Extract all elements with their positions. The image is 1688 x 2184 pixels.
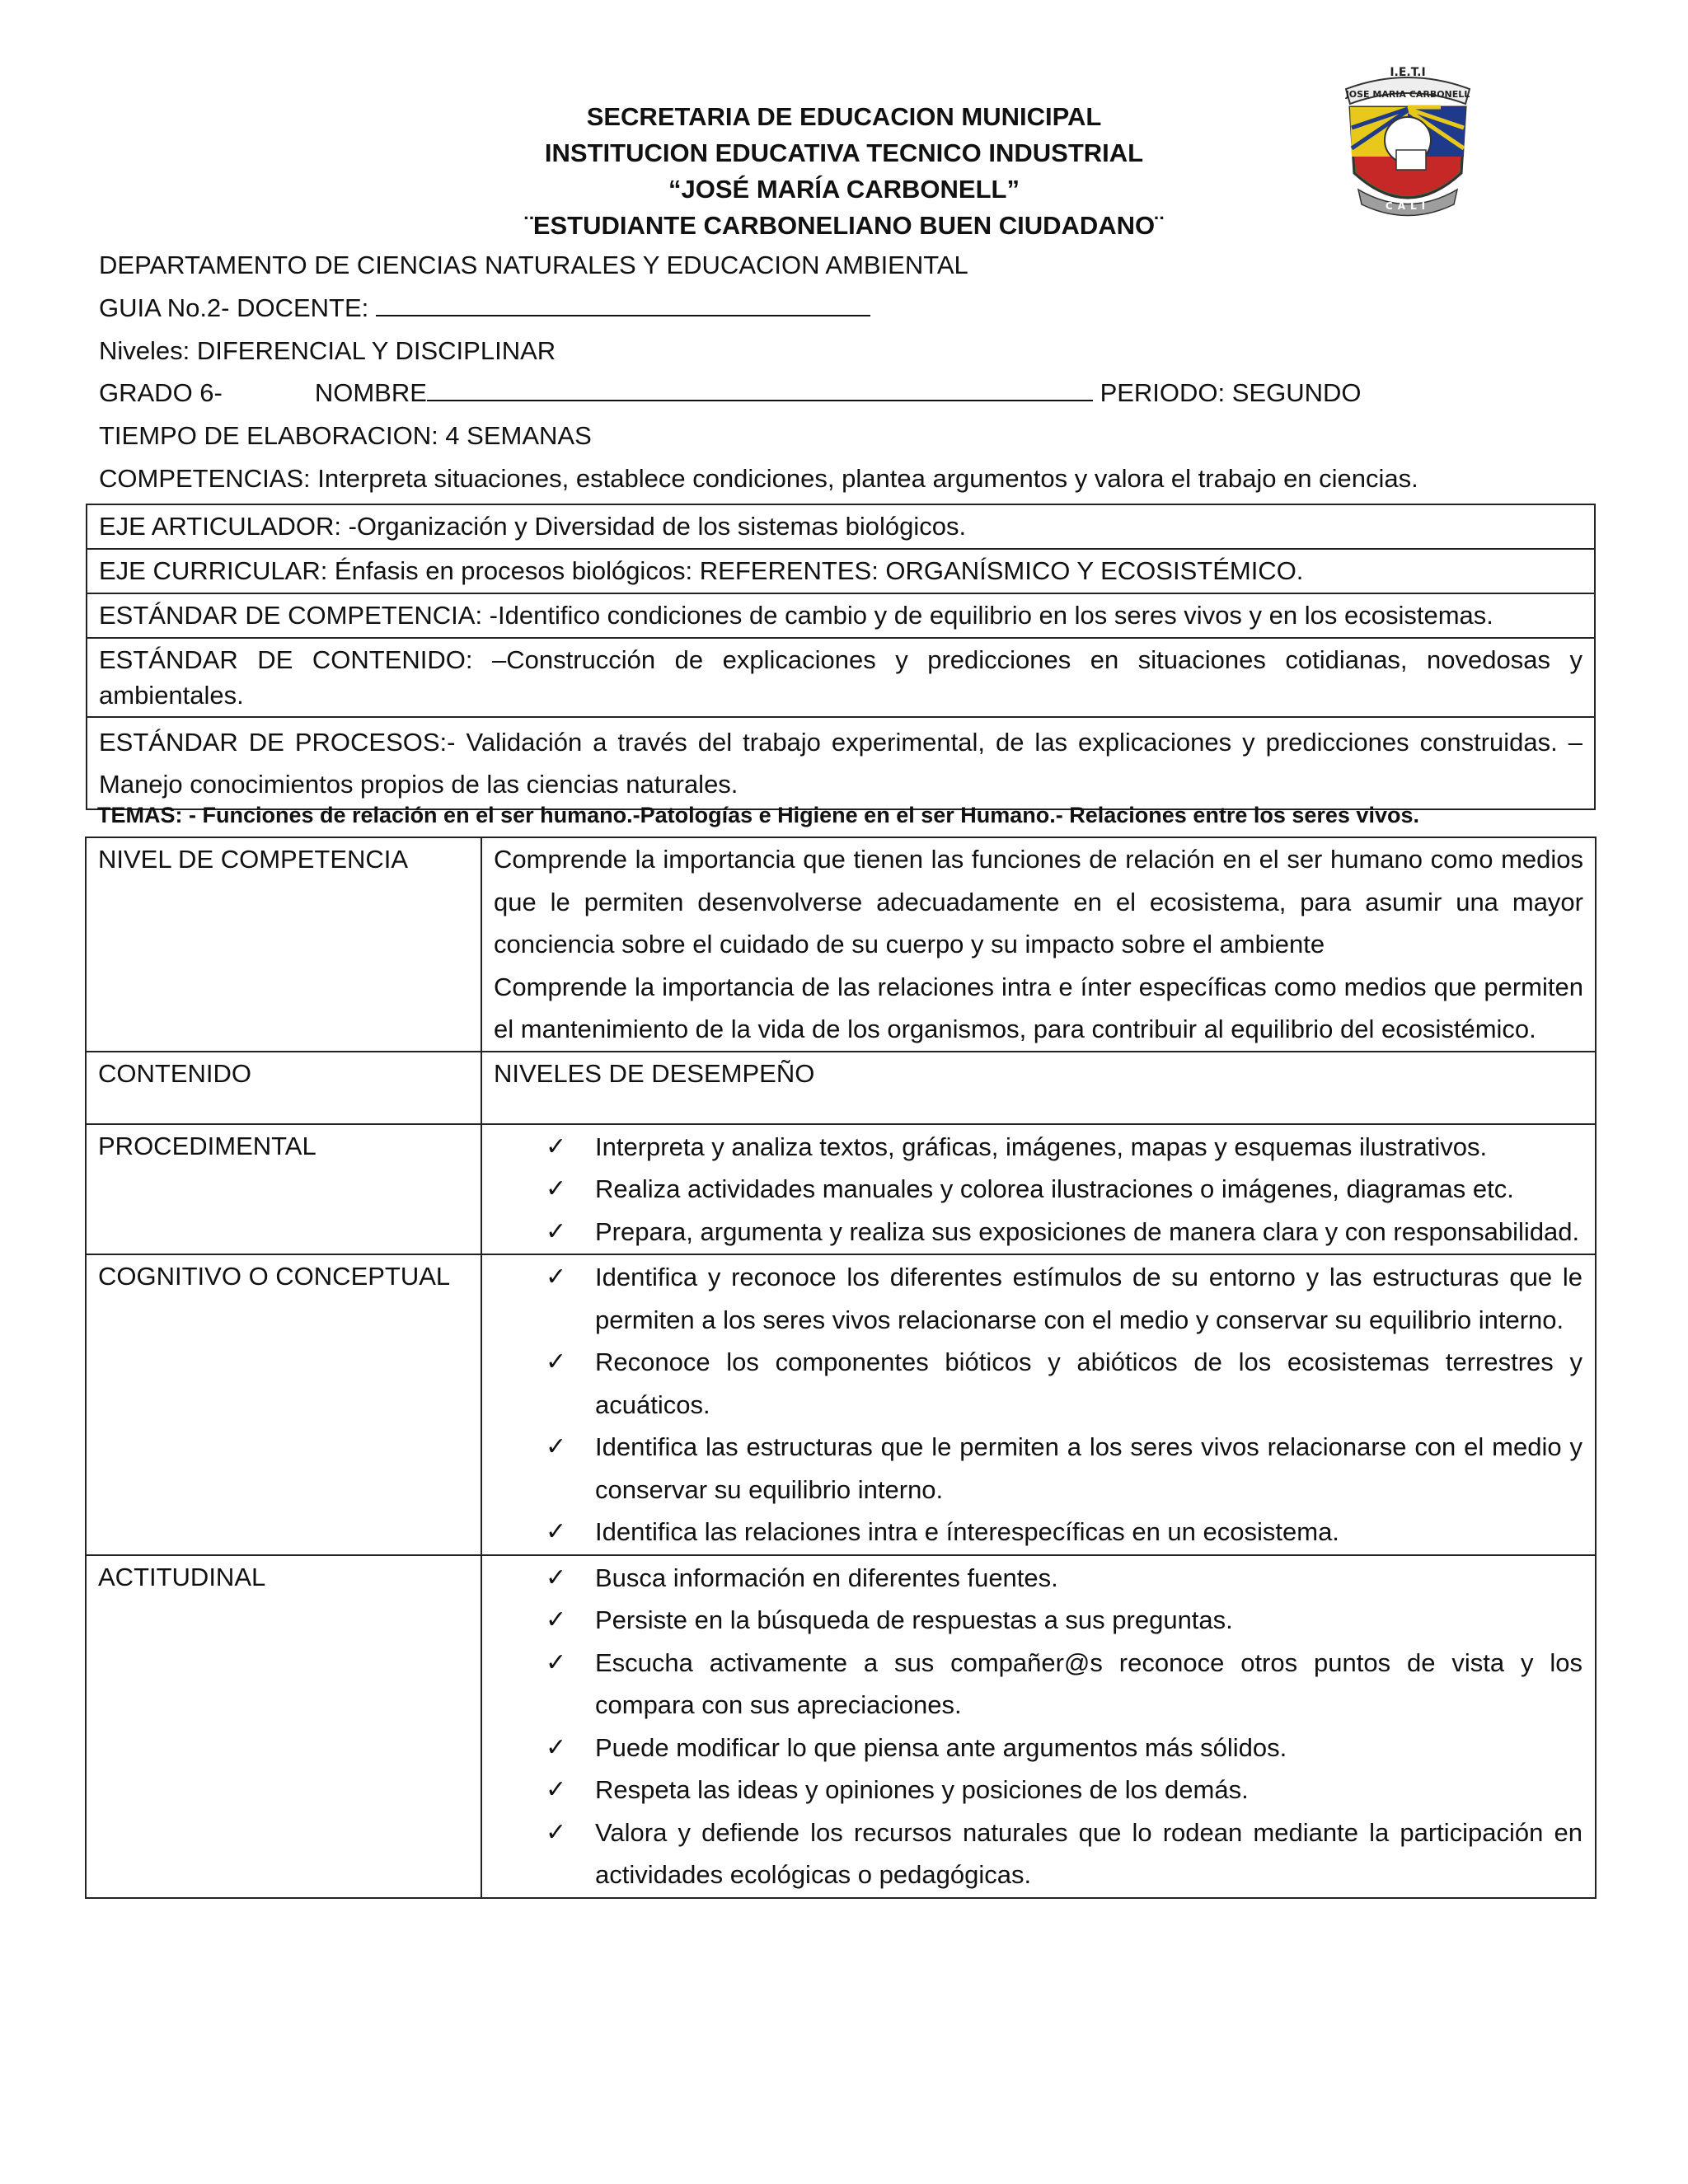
procedimental-list [483, 1126, 1594, 1254]
temas-line: TEMAS: - Funciones de relación en el ser humano.-Patologías e Higiene en el ser Humano.- Relaciones entre los seres vivos. [97, 803, 1419, 827]
actitudinal-label: ACTITUDINAL [86, 1555, 481, 1898]
procedimental-cell [481, 1124, 1596, 1255]
list-item-text: Respeta las ideas y opiniones y posiciones de los demás. [595, 1775, 1249, 1804]
list-item-text: Escucha activamente a sus compañer@s reconoce otros puntos de vista y los compara con sus apreciaciones. [595, 1647, 1582, 1719]
eje-articulador: EJE ARTICULADOR: -Organización y Diversidad de los sistemas biológicos. [87, 504, 1595, 549]
list-item [546, 1126, 1582, 1169]
guia-label: GUIA No.2- DOCENTE: [99, 293, 369, 322]
table-row [86, 1052, 1596, 1124]
nivel-competencia-label: NIVEL DE COMPETENCIA [86, 837, 481, 1052]
estandar-procesos: ESTÁNDAR DE PROCESOS:- Validación a través del trabajo experimental, de las explicaciones y predicciones construidas. – Manejo conocimientos propios de las ciencias naturales. [87, 717, 1595, 809]
check-icon: ✓ [546, 1818, 567, 1846]
list-item-text: Busca información en diferentes fuentes. [595, 1563, 1058, 1592]
list-item-text: Reconoce los componentes bióticos y abióticos de los ecosistemas terrestres y acuáticos. [595, 1347, 1582, 1419]
list-item [546, 1256, 1582, 1341]
list-item [546, 1511, 1582, 1554]
estandar-contenido: ESTÁNDAR DE CONTENIDO: –Construcción de explicaciones y predicciones en situaciones cotidianas, novedosas y ambientales. [87, 638, 1595, 717]
procedimental-label: PROCEDIMENTAL [86, 1124, 481, 1255]
list-item [546, 1557, 1582, 1600]
periodo-label: PERIODO: SEGUNDO [1100, 378, 1362, 407]
check-icon: ✓ [546, 1776, 567, 1803]
ejes-table [86, 504, 1596, 810]
logo-top-text: I.E.T.I [1390, 66, 1426, 79]
competency-table [85, 837, 1597, 1899]
estandar-competencia: ESTÁNDAR DE COMPETENCIA: -Identifico condiciones de cambio y de equilibrio en los seres vivos y en los ecosistemas. [87, 593, 1595, 638]
list-item-text: Persiste en la búsqueda de respuestas a sus preguntas. [595, 1605, 1233, 1634]
logo-bottom-text: CALI [1385, 200, 1431, 212]
eje-curricular: EJE CURRICULAR: Énfasis en procesos biológicos: REFERENTES: ORGANÍSMICO Y ECOSISTÉMICO. [87, 549, 1595, 593]
list-item-text: Identifica y reconoce los diferentes estímulos de su entorno y las estructuras que le permiten a los seres vivos relacionarse con el medio y conservar su equilibrio interno. [595, 1263, 1582, 1334]
tiempo-line: TIEMPO DE ELABORACION: 4 SEMANAS [99, 421, 592, 450]
contenido-label: CONTENIDO [86, 1052, 481, 1124]
table-row [86, 837, 1596, 1052]
check-icon: ✓ [546, 1348, 567, 1376]
actitudinal-cell [481, 1555, 1596, 1898]
check-icon: ✓ [546, 1263, 567, 1291]
school-crest-logo [1317, 58, 1498, 223]
list-item [546, 1811, 1582, 1896]
header-motto: ¨ESTUDIANTE CARBONELIANO BUEN CIUDADANO¨ [524, 211, 1164, 240]
grado-nombre-periodo-line [99, 375, 1362, 411]
check-icon: ✓ [546, 1217, 567, 1245]
list-item [546, 1168, 1582, 1211]
list-item [546, 1642, 1582, 1727]
check-icon: ✓ [546, 1518, 567, 1545]
table-row [86, 1124, 1596, 1255]
list-item [546, 1769, 1582, 1811]
nivel-text-2: Comprende la importancia de las relaciones intra e ínter específicas como medios que permiten el mantenimiento de la vida de los organismos, para contribuir al equilibrio del ecosistémico. [494, 972, 1583, 1043]
nombre-label: NOMBRE [314, 378, 427, 407]
docente-blank[interactable] [376, 290, 870, 316]
check-icon: ✓ [546, 1132, 567, 1160]
logo-ribbon-text: JOSE MARIA CARBONELL [1345, 89, 1470, 100]
header-school-name: “JOSÉ MARÍA CARBONELL” [668, 175, 1020, 204]
niveles-line: Niveles: DIFERENCIAL Y DISCIPLINAR [99, 336, 556, 365]
list-item-text: Interpreta y analiza textos, gráficas, imágenes, mapas y esquemas ilustrativos. [595, 1132, 1488, 1161]
list-item-text: Valora y defiende los recursos naturales que lo rodean mediante la participación en actividades ecológicas o pedagógicas. [595, 1817, 1582, 1889]
list-item [546, 1426, 1582, 1511]
check-icon: ✓ [546, 1648, 567, 1676]
list-item [546, 1211, 1582, 1254]
actitudinal-list [483, 1557, 1594, 1896]
nivel-competencia-text [481, 837, 1596, 1052]
check-icon: ✓ [546, 1175, 567, 1202]
competencias-line: COMPETENCIAS: Interpreta situaciones, establece condiciones, plantea argumentos y valora el trabajo en ciencias. [99, 464, 1418, 493]
grado-label: GRADO 6- [99, 378, 223, 407]
list-item-text: Realiza actividades manuales y colorea ilustraciones o imágenes, diagramas etc. [595, 1174, 1514, 1203]
list-item-text: Identifica las relaciones intra e ínterespecíficas en un ecosistema. [595, 1517, 1339, 1546]
header-secretaria: SECRETARIA DE EDUCACION MUNICIPAL [586, 102, 1102, 131]
check-icon: ✓ [546, 1563, 567, 1591]
check-icon: ✓ [546, 1433, 567, 1460]
list-item-text: Prepara, argumenta y realiza sus exposiciones de manera clara y con responsabilidad. [595, 1216, 1580, 1246]
check-icon: ✓ [546, 1733, 567, 1761]
cognitivo-list [483, 1256, 1594, 1554]
header-institucion: INSTITUCION EDUCATIVA TECNICO INDUSTRIAL [544, 138, 1144, 167]
list-item [546, 1341, 1582, 1426]
list-item-text: Puede modificar lo que piensa ante argumentos más sólidos. [595, 1732, 1287, 1762]
nivel-text-1: Comprende la importancia que tienen las funciones de relación en el ser humano como medios que le permiten desenvolverse adecuadamente en el ecosistema, para asumir una mayor conciencia sobre el cuidado de su cuerpo y su impacto sobre el ambiente [494, 845, 1583, 958]
list-item [546, 1599, 1582, 1642]
cognitivo-label: COGNITIVO O CONCEPTUAL [86, 1254, 481, 1555]
cognitivo-cell [481, 1254, 1596, 1555]
nombre-blank[interactable] [427, 375, 1093, 401]
guia-docente-line [99, 290, 870, 326]
niveles-desempeno-label: NIVELES DE DESEMPEÑO [481, 1052, 1596, 1124]
table-row [86, 1555, 1596, 1898]
list-item [546, 1727, 1582, 1769]
list-item-text: Identifica las estructuras que le permiten a los seres vivos relacionarse con el medio y conservar su equilibrio interno. [595, 1432, 1582, 1504]
table-row [86, 1254, 1596, 1555]
check-icon: ✓ [546, 1606, 567, 1633]
departamento-line: DEPARTAMENTO DE CIENCIAS NATURALES Y EDUCACION AMBIENTAL [99, 251, 968, 279]
